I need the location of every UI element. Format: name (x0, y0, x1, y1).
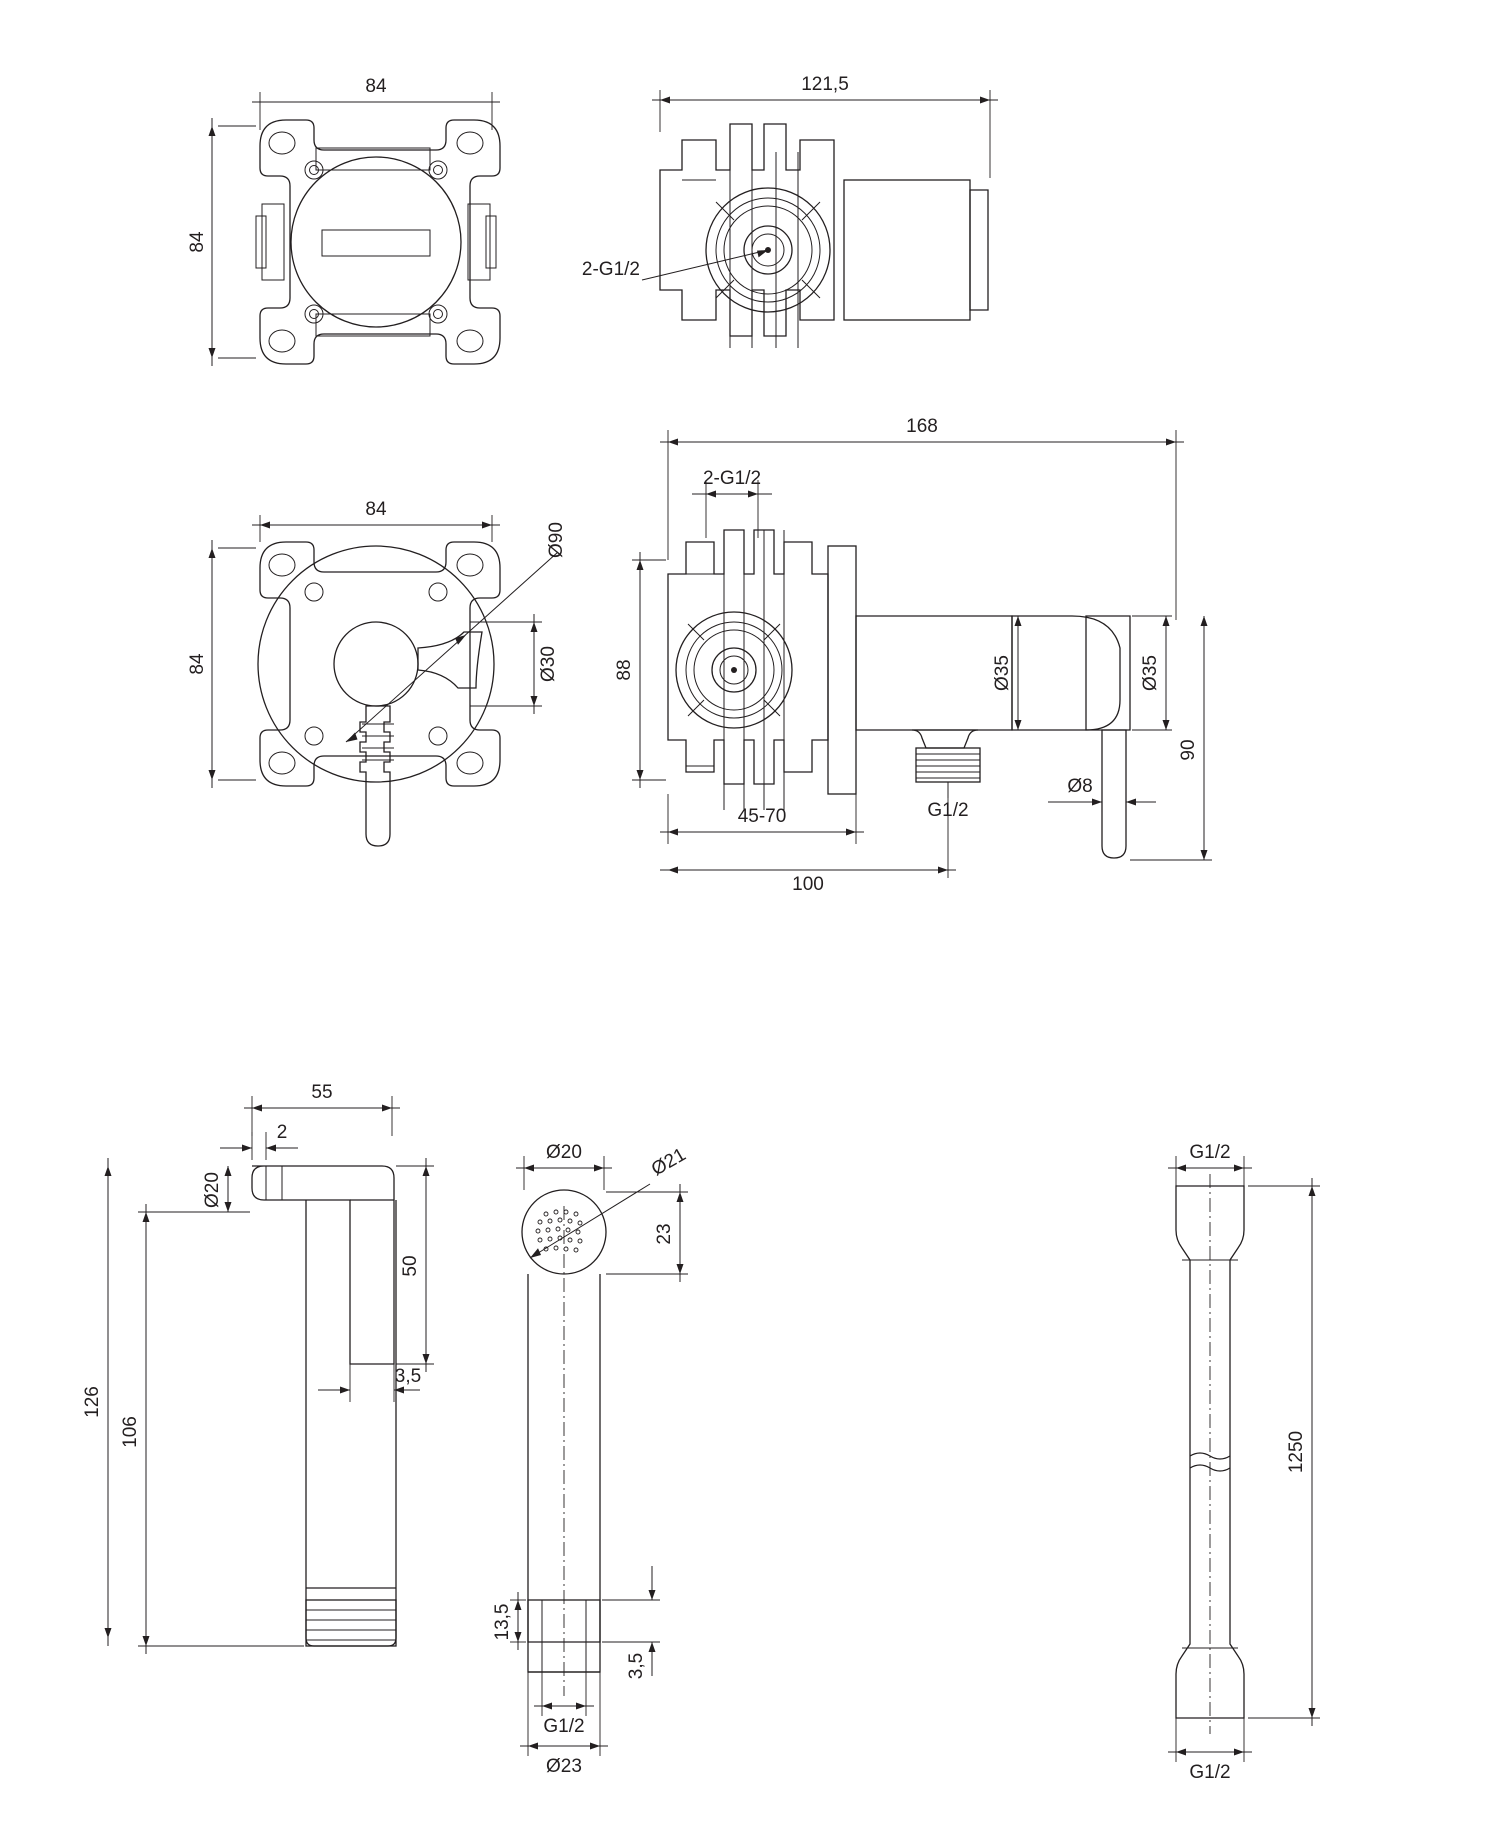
dimension-label: Ø20 (202, 1172, 223, 1208)
dimension-126 (82, 1158, 112, 1646)
dimension-label: 2-G1/2 (702, 468, 762, 489)
dimension-label: 84 (365, 499, 387, 520)
dimension-label: 106 (120, 1416, 141, 1448)
view-rough-in-body-side (581, 30, 1080, 390)
dimension-label: Ø20 (546, 1142, 582, 1163)
dimension-label: 1250 (1286, 1430, 1307, 1474)
dimension-3-5 (318, 1364, 421, 1402)
dimension-84-vertical (187, 118, 256, 366)
sprayer-body-front (528, 1206, 600, 1696)
dimension-diameter-35-b (1132, 616, 1172, 730)
leader-2-g12 (582, 250, 768, 280)
spray-head (522, 1144, 690, 1274)
dimension-168 (660, 416, 1184, 620)
dimension-label: 55 (311, 1082, 333, 1103)
dimension-label: 3,5 (626, 1652, 647, 1680)
dimension-label: Ø35 (1140, 655, 1161, 691)
dimension-84-horizontal (252, 499, 500, 542)
dimension-diameter-35-a (992, 616, 1022, 730)
dimension-45-70 (660, 794, 864, 844)
view-flexible-hose (1130, 1110, 1430, 1810)
view-bidet-sprayer-front (492, 1110, 840, 1810)
dimension-84-horizontal (252, 76, 500, 130)
dimension-diameter-20 (516, 1142, 612, 1190)
dimension-label: 50 (400, 1255, 421, 1277)
dimension-label: Ø30 (538, 646, 559, 682)
dimension-label: 45-70 (737, 806, 787, 827)
dimension-label: G1/2 (1189, 1142, 1231, 1163)
dimension-label: 3,5 (394, 1366, 422, 1387)
dimension-label: 88 (614, 659, 635, 681)
dimension-13-5 (492, 1592, 526, 1650)
dimension-label: 100 (792, 874, 824, 895)
dimension-23 (606, 1184, 688, 1282)
dimension-1250 (1248, 1178, 1320, 1726)
dimension-label: Ø90 (546, 522, 567, 558)
sprayer-outline (252, 1166, 396, 1646)
dimension-label: G1/2 (543, 1716, 585, 1737)
dimension-label: Ø8 (1067, 776, 1093, 797)
dimension-2-g12 (692, 468, 772, 538)
dimension-label: 121,5 (801, 74, 849, 95)
dimension-label: 126 (82, 1386, 103, 1418)
dimension-label: 23 (654, 1223, 675, 1245)
dimension-label: G1/2 (927, 800, 969, 821)
dimension-label: Ø21 (648, 1144, 690, 1181)
trim-plate-outline (258, 542, 500, 846)
view-mixer-assembly-side (610, 416, 1250, 930)
dimension-diameter-30 (470, 614, 559, 714)
dimension-121-5 (652, 74, 998, 178)
dimension-50 (396, 1158, 434, 1372)
dimension-label: 168 (906, 416, 938, 437)
view-trim-plate-front (170, 470, 630, 900)
dimension-3-5 (602, 1566, 660, 1679)
dimension-label: Ø35 (992, 655, 1013, 691)
dimension-90 (1130, 616, 1212, 860)
dimension-label: Ø23 (546, 1756, 582, 1777)
dimension-label: 84 (187, 653, 208, 675)
dimension-2 (220, 1122, 298, 1160)
dimension-label: 90 (1178, 739, 1199, 761)
dimension-106 (120, 1204, 304, 1654)
view-rough-in-body-front (170, 30, 550, 390)
dimension-label: G1/2 (1189, 1762, 1231, 1783)
body-outline (256, 120, 500, 364)
dimension-84-vertical (187, 540, 256, 788)
dimension-88 (614, 552, 666, 788)
hose-outline (1176, 1174, 1244, 1734)
dimension-label: 2-G1/2 (581, 259, 640, 280)
dimension-label: 13,5 (492, 1603, 513, 1641)
dimension-55 (244, 1082, 400, 1136)
view-bidet-sprayer-side (60, 1080, 480, 1780)
dimension-diameter-20 (202, 1166, 232, 1212)
dimension-label: 84 (187, 231, 208, 253)
dimension-100 (660, 782, 956, 895)
body-side-outline (660, 124, 988, 348)
dimension-label: 2 (276, 1122, 288, 1143)
dimension-label: 84 (365, 76, 387, 97)
